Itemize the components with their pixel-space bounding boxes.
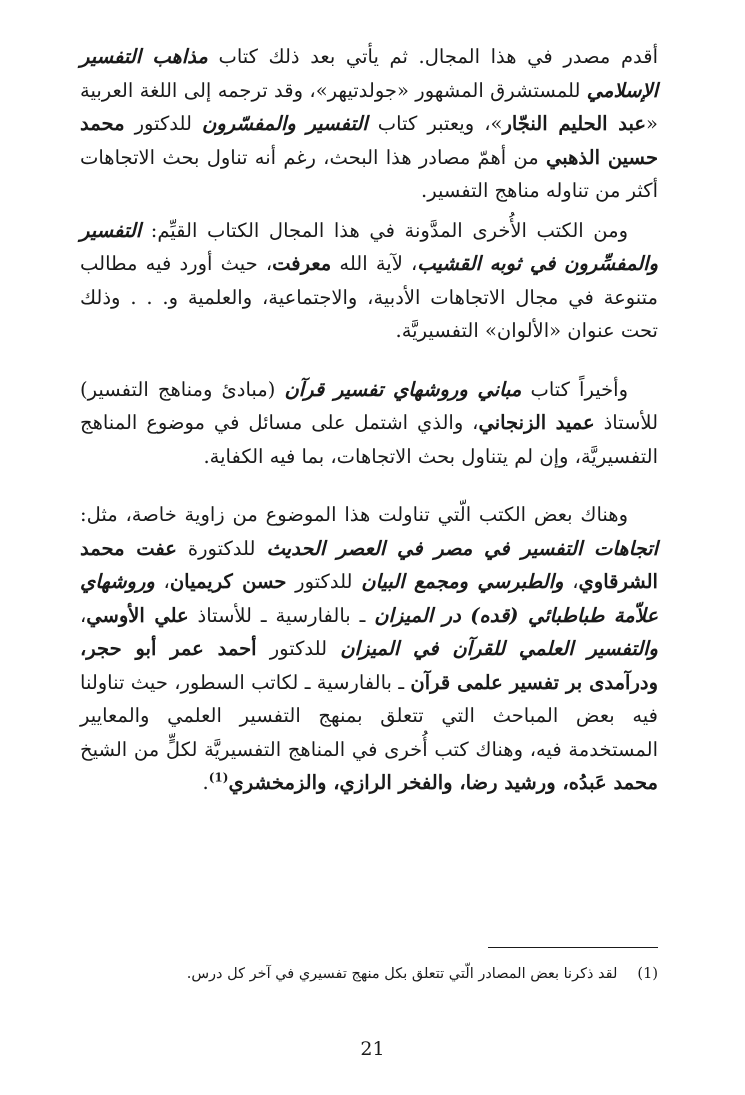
person-name: محمد حسين الذهبي: [80, 112, 658, 169]
text-run: ،: [563, 570, 579, 593]
paragraph-1: [80, 40, 658, 208]
footnote: [80, 962, 658, 986]
text-run: ،: [80, 603, 87, 627]
text-run: للدكتورة: [176, 536, 267, 560]
text-run: ،: [154, 570, 170, 593]
text-run: ، لآية الله: [331, 252, 418, 275]
text-run: أقدم مصدر في هذا المجال. ثم يأتي بعد ذلك كتاب: [207, 45, 658, 68]
text-run: .: [202, 771, 209, 794]
person-name: معرفت: [272, 252, 332, 275]
paragraph-3: [80, 373, 658, 474]
book-title: والطبرسي ومجمع البيان: [361, 570, 564, 593]
text-run: (مبادئ ومناهج التفسير) للأستاذ: [80, 377, 659, 434]
paragraph-4: [80, 498, 658, 800]
text-run: للدكتور: [124, 112, 203, 135]
text-run: ـ بالفارسية ـ للأستاذ: [188, 603, 375, 627]
text-run: للدكتور: [286, 570, 362, 593]
footnote-separator: [488, 947, 658, 948]
text-run: ، حيث أورد فيه مطالب متنوعة في مجال الاتجاهات الأدبية، والاجتماعية، والعلمية و. . . وذلك تحت عنوان «الألوان» التفسيريَّة.: [80, 252, 658, 342]
footnote-text: لقد ذكرنا بعض المصادر الّتي تتعلق بكل منهج تفسيري في آخر كل درس.: [186, 966, 618, 982]
book-title: مباني وروشهاي تفسير قرآن: [284, 377, 522, 401]
book-title: مذاهب التفسير الإسلامي: [80, 45, 658, 102]
text-run: »، ويعتبر كتاب: [367, 112, 503, 135]
person-name: عبد الحليم النجّار: [502, 112, 647, 135]
footnote-number: (1): [637, 966, 658, 982]
main-text: [80, 40, 658, 800]
text-run: وأخيراً كتاب: [521, 377, 629, 401]
text-run: ـ بالفارسية ـ لكاتب السطور، حيث تناولنا فيه بعض المباحث التي تتعلق بمنهج التفسير العلمي والمعايير المستخدمة فيه، وهناك كتب أُخرى في المناهج التفسيريَّة لكلٍّ من الشيخ: [80, 670, 658, 761]
person-name: أحمد عمر أبو حجر، ودرآمدى بر تفسير علمى قرآن: [80, 637, 658, 694]
book-title: وروشهاي علاّمة طباطبائي (قده) در الميزان: [80, 570, 658, 627]
book-title: والتفسير العلمي للقرآن في الميزان: [340, 637, 658, 660]
person-name: عفت محمد الشرقاوي: [80, 536, 658, 593]
text-run: للمستشرق المشهور «جولدتيهر»، وقد ترجمه إلى اللغة العربية «: [80, 78, 658, 135]
paragraph-2: [80, 214, 658, 348]
footnote-reference: (1): [208, 770, 229, 785]
text-run: من أهمّ مصادر هذا البحث، رغم أنه تناول بحث الاتجاهات أكثر من تناوله مناهج التفسير.: [80, 145, 658, 202]
person-name: محمد عَبدُه، ورشيد رضا، والفخر الرازي، والزمخشري: [228, 771, 658, 794]
book-title: التفسير والمفسّرون: [202, 112, 368, 135]
text-run: للدكتور: [256, 637, 341, 660]
book-title: التفسير والمفسِّرون في ثوبه القشيب: [80, 218, 658, 275]
book-title: اتجاهات التفسير في مصر في العصر الحديث: [266, 536, 659, 560]
person-name: علي الأوسي: [86, 603, 189, 627]
person-name: حسن كريميان: [169, 570, 287, 593]
page-number: 21: [360, 1038, 385, 1060]
text-run: ، والذي اشتمل على مسائل في موضوع المناهج التفسيريَّة، وإن لم يتناول بحث الاتجاهات، بما فيه الكفاية.: [80, 411, 658, 468]
person-name: عميد الزنجاني: [478, 411, 595, 434]
text-run: ومن الكتب الأُخرى المدَّونة في هذا المجال الكتاب القيِّم:: [141, 218, 628, 242]
text-run: وهناك بعض الكتب الّتي تناولت هذا الموضوع من زاوية خاصة، مثل:: [80, 503, 628, 526]
